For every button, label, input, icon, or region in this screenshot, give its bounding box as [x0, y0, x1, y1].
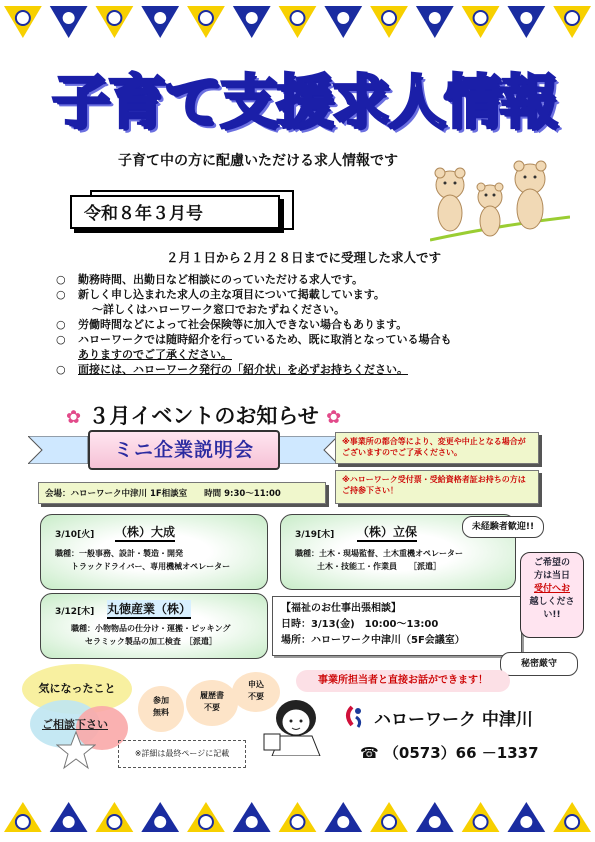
page-title: 子育て支援求人情報	[52, 68, 557, 136]
event-heading: ✿ ３月イベントのお知らせ ✿	[66, 404, 342, 428]
swirl-icon	[199, 815, 213, 829]
hellowork-name: ハローワーク 中津川	[374, 710, 533, 730]
swirl-icon	[199, 11, 213, 25]
bring-notice: ※ハローワーク受付票・受給資格者証お持ちの方はご持参下さい！	[335, 470, 539, 504]
period-text: ２月１日から２月２８日までに受理した求人です	[166, 250, 442, 265]
company-name: （株）立保	[357, 523, 417, 542]
request-bubble: ご希望の 方は当日 受付へお 越しくださ い!!	[520, 552, 584, 638]
swirl-icon	[565, 11, 579, 25]
notes-list	[56, 272, 556, 377]
bottom-bunting	[0, 792, 595, 838]
note-item: ありますのでご了承ください。	[78, 348, 232, 361]
note-item: ○ 新しく申し込まれた求人の主な項目について掲載しています。	[56, 288, 385, 301]
swirl-icon	[336, 815, 350, 829]
subtitle: 子育て中の方に配慮いただける求人情報です	[118, 153, 398, 169]
swirl-icon	[107, 815, 121, 829]
phone-icon: ☎	[360, 744, 379, 762]
swirl-icon	[565, 815, 579, 829]
note-item: ○ 面接には、ハローワーク発行の「紹介状」を必ずお持ちください。	[56, 363, 408, 376]
swirl-icon	[62, 11, 76, 25]
inexperienced-welcome-bubble: 未経験者歓迎!!	[462, 516, 544, 538]
free-participation-badge: 参加 無料	[138, 686, 184, 732]
company-name: 丸徳産業（株）	[107, 600, 191, 619]
change-notice: ※事業所の都合等により、変更や中止となる場合がございますのでご了承ください。	[335, 432, 539, 464]
company-card: 3/12[木] 丸徳産業（株） 職種：小物物品の仕分け・運搬・ピッキング セラミック製品の加工検査 ［派遣］	[40, 593, 268, 659]
swirl-icon	[474, 11, 488, 25]
flower-icon: ✿	[326, 407, 342, 428]
swirl-icon	[382, 815, 396, 829]
note-item: ○ 労働時間などによって社会保険等に加入できない場合もあります。	[56, 318, 408, 331]
mini-job-fair-banner: ミニ企業説明会	[88, 430, 280, 470]
swirl-icon	[16, 815, 30, 829]
star-icon	[56, 730, 96, 770]
no-resume-badge: 履歴書 不要	[186, 680, 238, 726]
swirl-icon	[153, 815, 167, 829]
direct-talk-banner: 事業所担当者と直接お話ができます！	[296, 670, 510, 692]
swirl-icon	[16, 11, 30, 25]
venue-info: 会場：ハローワーク中津川 1F相談室 時間 9:30～11:00	[38, 482, 326, 504]
swirl-icon	[291, 11, 305, 25]
swirl-icon	[291, 815, 305, 829]
note-item: ○ 勤務時間、出勤日など相談にのっていただける求人です。	[56, 273, 364, 286]
flower-icon: ✿	[66, 407, 82, 428]
swirl-icon	[336, 11, 350, 25]
balloon-question: 気になったこと	[22, 664, 132, 714]
swirl-icon	[62, 815, 76, 829]
hellowork-logo-icon	[342, 703, 370, 729]
no-application-badge: 申込 不要	[232, 672, 280, 712]
swirl-icon	[474, 815, 488, 829]
swirl-icon	[428, 815, 442, 829]
note-item: 〜詳しくはハローワーク窓口でおたずねください。	[92, 303, 345, 316]
company-card: 3/19[木] （株）立保 職種：土木・現場監督、土木重機オペレーター 土木・技能工・作業員 ［派遣］	[280, 514, 516, 590]
detail-note: ※詳細は最終ページに記載	[118, 740, 246, 768]
swirl-icon	[245, 815, 259, 829]
company-name: （株）大成	[115, 523, 175, 542]
phone-number: ☎ （0573）66 －1337	[360, 744, 539, 762]
swirl-icon	[428, 11, 442, 25]
top-bunting	[0, 0, 595, 46]
swirl-icon	[153, 11, 167, 25]
company-card: 3/10[火] （株）大成 職種：一般事務、設計・製造・開発 トラックドライバー、専用機械オペレーター	[40, 514, 268, 590]
swirl-icon	[107, 11, 121, 25]
note-item: ○ ハローワークでは随時紹介を行っているため、既に取消となっている場合も	[56, 333, 452, 346]
confidential-bubble: 秘密厳守	[500, 652, 578, 676]
swirl-icon	[245, 11, 259, 25]
welfare-consult-box: 【福祉のお仕事出張相談】 日時：3/13(金) 10:00～13:00 場所：ハローワーク中津川（5F会議室）	[272, 596, 522, 656]
bears-illustration	[430, 155, 570, 250]
swirl-icon	[382, 11, 396, 25]
swirl-icon	[519, 815, 533, 829]
consult-text: ご相談下さい	[42, 718, 108, 731]
issue-label: 令和８年３月号	[70, 195, 280, 229]
swirl-icon	[519, 11, 533, 25]
staff-character-illustration	[258, 694, 334, 756]
